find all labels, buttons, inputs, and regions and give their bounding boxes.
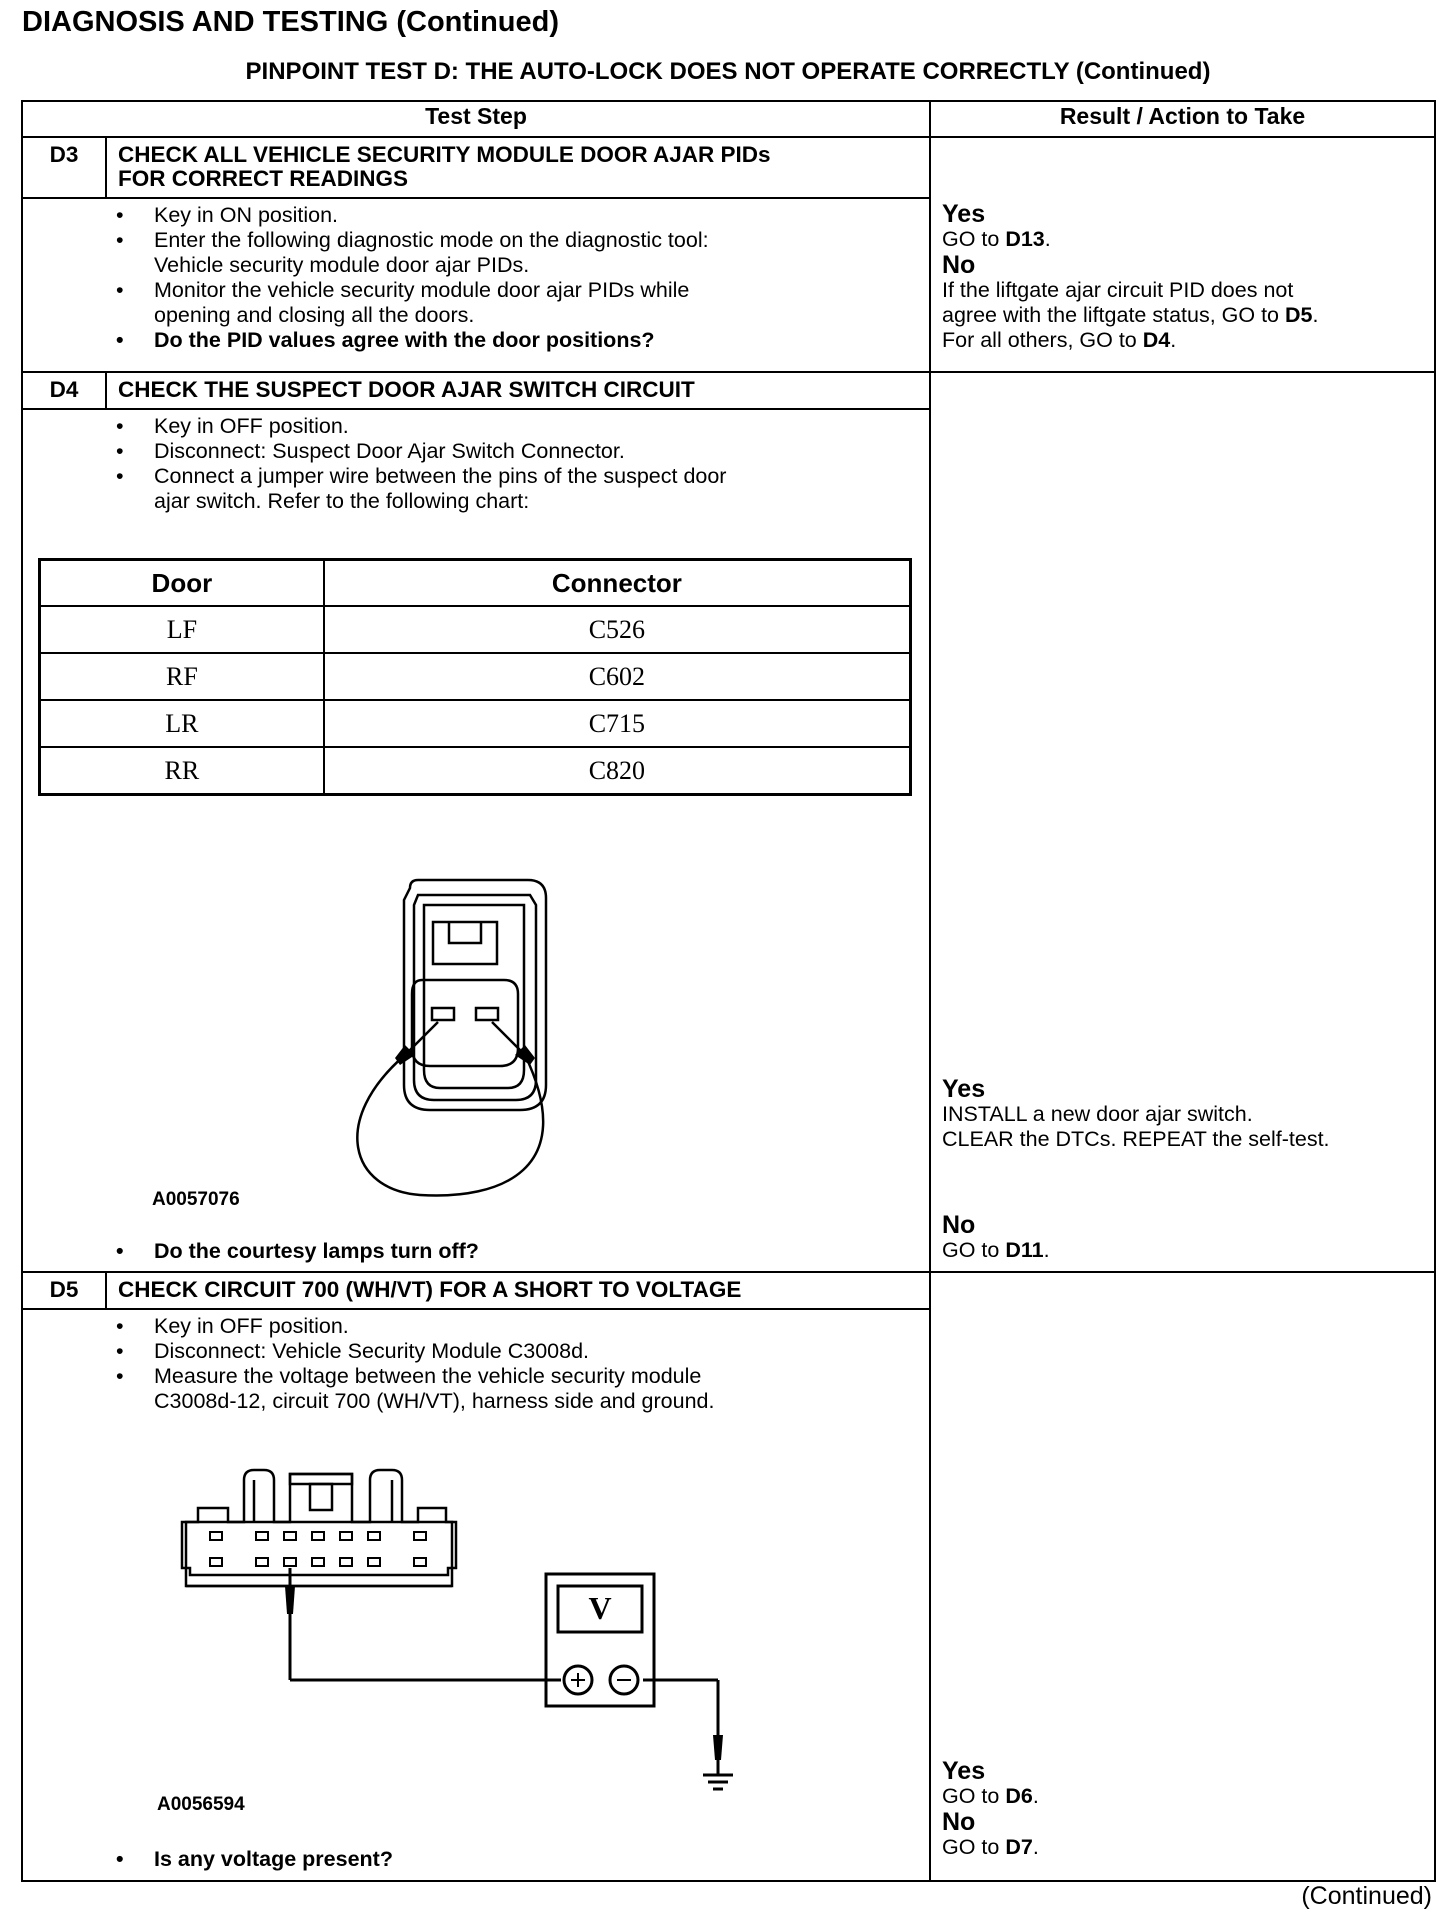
- step-id-d5: D5: [49, 1277, 79, 1302]
- d4-yes-line1: INSTALL a new door ajar switch.: [942, 1102, 1253, 1126]
- d4-step-2: Disconnect: Suspect Door Ajar Switch Connector.: [154, 439, 625, 463]
- d4-step-3: Connect a jumper wire between the pins of the suspect door: [154, 464, 727, 488]
- d5-yes-ref: D6: [1005, 1784, 1033, 1808]
- d5-steps: • Key in OFF position. • Disconnect: Vehicle Security Module C3008d. • Measure the voltage between the vehicle security module C3008d-12, circuit 700 (WH/VT), harness side and ground.: [116, 1314, 715, 1413]
- d5-step-3-cont: C3008d-12, circuit 700 (WH/VT), harness side and ground.: [154, 1389, 715, 1413]
- d5-title: CHECK CIRCUIT 700 (WH/VT) FOR A SHORT TO VOLTAGE: [118, 1277, 742, 1302]
- chart-cell-connector: C526: [324, 606, 911, 653]
- d3-question: Do the PID values agree with the door positions?: [154, 328, 655, 352]
- d3-no-ref2: D4: [1142, 328, 1171, 352]
- d3-title-line2: FOR CORRECT READINGS: [118, 166, 409, 191]
- d3-yes-ref: D13: [1005, 227, 1045, 251]
- pinpoint-test-title: PINPOINT TEST D: THE AUTO-LOCK DOES NOT OPERATE CORRECTLY (Continued): [245, 58, 1211, 85]
- d4-no-label: No: [942, 1211, 976, 1239]
- d4-step-1: Key in OFF position.: [154, 414, 349, 438]
- chart-cell-door: LF: [40, 606, 324, 653]
- d3-step-1: Key in ON position.: [154, 203, 339, 227]
- header-test-step: Test Step: [425, 103, 527, 129]
- d4-no-ref: D11: [1005, 1238, 1044, 1262]
- chart-cell-connector: C820: [324, 747, 911, 795]
- d5-question-block: • Is any voltage present?: [116, 1847, 393, 1871]
- voltmeter-display-label: V: [588, 1590, 612, 1626]
- d5-step-1: Key in OFF position.: [154, 1314, 349, 1338]
- d3-step-3: Monitor the vehicle security module door ajar PIDs while: [154, 278, 690, 302]
- d3-title-line1: CHECK ALL VEHICLE SECURITY MODULE DOOR AJAR PIDs: [118, 142, 771, 167]
- d5-step-3: Measure the voltage between the vehicle security module: [154, 1364, 702, 1388]
- chart-cell-connector: C602: [324, 653, 911, 700]
- continued-footer: (Continued): [1301, 1882, 1432, 1910]
- d3-no-label: No: [942, 251, 976, 279]
- chart-cell-door: LR: [40, 700, 324, 747]
- chart-header-door: Door: [40, 560, 324, 607]
- figure-id-a0056594: A0056594: [157, 1794, 245, 1815]
- d3-result: Yes GO to D13. No If the liftgate ajar circuit PID does not agree with the liftgate status, GO to D5. For all others, GO to D4.: [942, 200, 1319, 352]
- chart-cell-connector: C715: [324, 700, 911, 747]
- d3-no-line2: agree with the liftgate status, GO to: [942, 303, 1285, 327]
- header-result: Result / Action to Take: [1059, 103, 1306, 129]
- d3-yes-label: Yes: [942, 200, 986, 228]
- d3-step-2-cont: Vehicle security module door ajar PIDs.: [154, 253, 530, 277]
- d3-no-line3: For all others, GO to: [942, 328, 1143, 352]
- d3-no-line1: If the liftgate ajar circuit PID does not: [942, 278, 1294, 302]
- d3-yes-text: GO to: [942, 227, 1006, 251]
- chart-cell-door: RR: [40, 747, 324, 795]
- d4-no-result: No GO to D11.: [942, 1211, 1050, 1262]
- step-id-d4: D4: [49, 377, 79, 402]
- d4-yes-line2: CLEAR the DTCs. REPEAT the self-test.: [942, 1127, 1330, 1151]
- d4-title: CHECK THE SUSPECT DOOR AJAR SWITCH CIRCUIT: [118, 377, 695, 402]
- d4-step-3-cont: ajar switch. Refer to the following chart:: [154, 489, 530, 513]
- chart-cell-door: RF: [40, 653, 324, 700]
- page-title: DIAGNOSIS AND TESTING (Continued): [22, 6, 560, 38]
- d5-yes-label: Yes: [942, 1757, 986, 1785]
- chart-header-connector: Connector: [324, 560, 911, 607]
- figure-id-a0057076: A0057076: [152, 1189, 240, 1210]
- d4-steps: • Key in OFF position. • Disconnect: Suspect Door Ajar Switch Connector. • Connect a jumper wire between the pins of the suspect door ajar switch. Refer to the following chart:: [116, 414, 727, 513]
- d4-question: Do the courtesy lamps turn off?: [154, 1239, 479, 1263]
- d5-yes-text: GO to: [942, 1784, 1006, 1808]
- d3-step-3-cont: opening and closing all the doors.: [154, 303, 475, 327]
- d3-no-ref1: D5: [1284, 303, 1313, 327]
- d5-no-text: GO to: [942, 1835, 1006, 1859]
- d5-no-ref: D7: [1005, 1835, 1033, 1859]
- step-id-d3: D3: [49, 142, 79, 167]
- d3-steps: • Key in ON position. • Enter the following diagnostic mode on the diagnostic tool: Vehicle security module door ajar PIDs. • Monitor the vehicle security module door ajar PIDs while opening and closing all the doors. • Do the PID values agree with the door positions?: [116, 203, 709, 352]
- d5-question: Is any voltage present?: [154, 1847, 393, 1871]
- d4-yes-label: Yes: [942, 1075, 986, 1103]
- d5-no-label: No: [942, 1808, 976, 1836]
- d5-result: Yes GO to D6. No GO to D7.: [942, 1757, 1039, 1859]
- d4-no-text: GO to: [942, 1238, 1006, 1262]
- d4-question-block: • Do the courtesy lamps turn off?: [116, 1239, 479, 1263]
- d3-step-2: Enter the following diagnostic mode on the diagnostic tool:: [154, 228, 709, 252]
- d5-step-2: Disconnect: Vehicle Security Module C3008d.: [154, 1339, 590, 1363]
